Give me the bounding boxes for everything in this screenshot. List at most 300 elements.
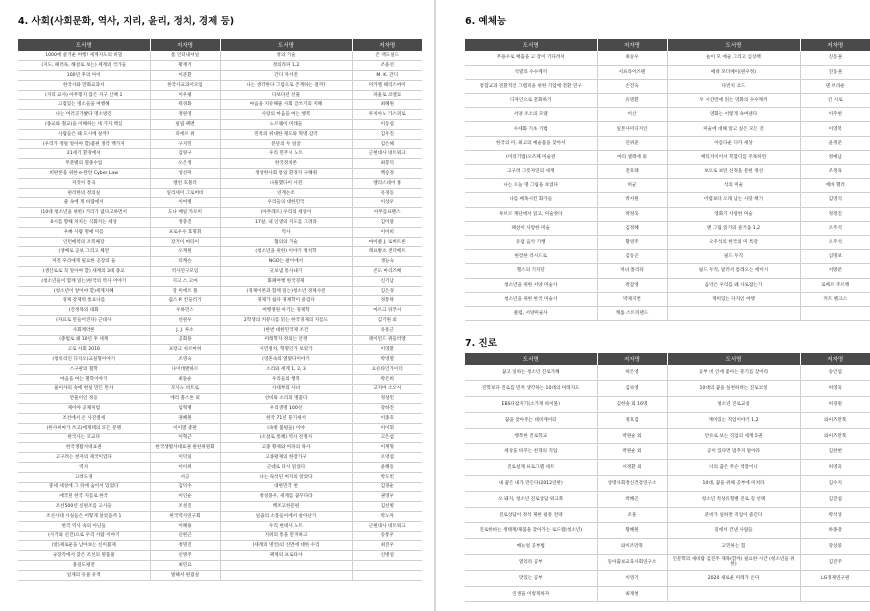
author-cell: 손진숙 xyxy=(597,79,667,93)
table-row xyxy=(18,159,422,169)
book-title-cell: 고민하는 힘 xyxy=(667,539,800,555)
author-cell: 엘리스네어 홍 xyxy=(352,178,422,188)
author-cell: 우하민스 xyxy=(150,306,220,316)
author-cell: 루치아노 가스퍼로 xyxy=(352,110,422,120)
author-cell: 이혁근 xyxy=(150,433,220,443)
arts-book-table xyxy=(465,39,870,321)
table-row xyxy=(18,306,422,316)
author-cell: 레프발츠 샌더베트 xyxy=(352,247,422,257)
author-cell: 김정혜 xyxy=(597,221,667,235)
table-row xyxy=(18,247,422,257)
book-title-cell: 스구관의 철학 xyxy=(18,365,150,375)
author-cell: 정충진 xyxy=(150,218,220,228)
table-row xyxy=(18,345,422,355)
book-title-cell: 생성한사회 통일 환경지 구해줘 xyxy=(220,169,352,179)
header-book-title: 도서명 xyxy=(667,353,800,365)
book-title-cell: 꿈을 찾아주는 네비게이터 xyxy=(465,412,597,428)
book-title-cell: 조선500년 신편조를 고사들 xyxy=(18,502,150,512)
author-cell: 마르크 뒤푸시 xyxy=(352,306,422,316)
author-cell: 선관우 xyxy=(150,316,220,326)
author-cell: 빌헤서 편집실 xyxy=(150,570,220,580)
author-cell: 티캐슨 xyxy=(150,257,220,267)
author-cell: 김덕수 xyxy=(150,482,220,492)
table-row xyxy=(18,227,422,237)
author-cell: 공회용 xyxy=(150,335,220,345)
header-author: 저자명 xyxy=(800,39,870,51)
book-title-cell: 조선사대 사실들은 어떻게 살았을까 1 xyxy=(18,511,150,521)
author-cell: 로베르 주르뱅 xyxy=(800,278,870,292)
book-title-cell: 메락 모더베이(원우정) xyxy=(667,65,800,79)
book-title-cell: 다보다년 선물 xyxy=(220,90,352,100)
author-cell: 이여병 xyxy=(150,198,220,208)
author-cell: 박제지면 xyxy=(597,292,667,306)
book-title-cell: (아무래르) 우리의 세상이 xyxy=(220,208,352,218)
author-cell: 최돌순 xyxy=(150,374,220,384)
table-row xyxy=(465,207,870,221)
book-title-cell: 연계논조 xyxy=(220,188,352,198)
book-title-cell: EBS다잡지기(소가게 바이블) xyxy=(465,397,597,413)
author-cell: 허영욱 xyxy=(800,381,870,397)
book-title-cell: 대한민국 천 xyxy=(220,482,352,492)
book-title-cell: (종범로 왜 10년 후 세계 xyxy=(18,335,150,345)
author-cell: 와이즈만북 xyxy=(800,428,870,444)
book-title-cell: 소리와 세계 1, 2, 3 xyxy=(220,365,352,375)
author-cell: 한국역사연구회 xyxy=(150,511,220,521)
table-row xyxy=(18,208,422,218)
table-row xyxy=(465,79,870,93)
table-row xyxy=(18,267,422,277)
author-cell: 고지마 소오시 xyxy=(352,384,422,394)
author-cell: 댄 브라운 xyxy=(800,79,870,93)
table-row xyxy=(18,521,422,531)
right-page xyxy=(436,0,870,611)
author-cell: 저녀 폴리타 xyxy=(597,264,667,278)
author-cell xyxy=(800,306,870,320)
author-cell: 역사연구모임 xyxy=(150,267,220,277)
author-cell: 정성민 xyxy=(352,394,422,404)
author-cell: 최승우 xyxy=(597,51,667,65)
table-row xyxy=(465,412,870,428)
book-title-cell: 필드 두직, 말러서 틈레오는 에이시 xyxy=(667,264,800,278)
section-title-social: 4. 사회(사회문화, 역사, 지리, 윤리, 정치, 경제 등) xyxy=(18,16,235,27)
author-cell: 정통락 xyxy=(352,296,422,306)
book-title-cell xyxy=(220,560,352,570)
author-cell: 필립 팩맨 xyxy=(150,120,220,130)
book-title-cell: 조선에서 온 사진컬새 xyxy=(18,413,150,423)
header-book-title: 도서명 xyxy=(465,353,597,365)
header-author: 저자명 xyxy=(150,39,220,51)
author-cell: 강하진 xyxy=(352,404,422,414)
author-cell: 송인섭 xyxy=(800,365,870,381)
book-title-cell: 정성몽우, 세계를 꿈꾸다라 xyxy=(220,492,352,502)
author-cell: 서정환 외 xyxy=(597,460,667,476)
table-row xyxy=(465,397,870,413)
table-row xyxy=(18,325,422,335)
author-cell: 지크 스 고마 xyxy=(150,276,220,286)
book-title-cell: 선비와 소리의 명품다 xyxy=(220,394,352,404)
table-row xyxy=(465,491,870,507)
book-title-cell: 진로설계 프로그램 세트 xyxy=(465,460,597,476)
author-cell: 근현대사 네트워크 xyxy=(352,149,422,159)
author-cell: 조용선 xyxy=(352,61,422,71)
book-title-cell: 미술에 대해 알고 싶은 모든 것 xyxy=(667,122,800,136)
author-cell: 이영환 xyxy=(352,345,422,355)
table-row xyxy=(465,150,870,164)
author-cell: 오재원 xyxy=(150,247,220,257)
book-title-cell: 사람들은 왜 도시에 살까? xyxy=(18,129,150,139)
book-title-cell: NGO는 팔이에서 xyxy=(220,257,352,267)
book-title-cell: 행복한 진로학교 xyxy=(465,428,597,444)
author-cell: 허경원 xyxy=(800,397,870,413)
book-title-cell: 일제의 유물 유적 xyxy=(18,570,150,580)
author-cell: 미카엘 해리스마이 xyxy=(352,80,422,90)
book-title-cell: (종교와 철교)을 이해하는 세 가지 핵심 xyxy=(18,120,150,130)
header-book-title: 도서명 xyxy=(667,39,800,51)
book-title-cell: 맛있는 공부 xyxy=(465,570,597,586)
book-title-cell: 홍길도평전 xyxy=(18,560,150,570)
book-title-cell: 놀이 모 예술 그리고 심상책 xyxy=(667,51,800,65)
header-author: 저자명 xyxy=(597,353,667,365)
author-cell: 김보영 xyxy=(597,381,667,397)
book-title-cell: (지도, 패러독, 해설로 보는) 세계의 국가들 xyxy=(18,61,150,71)
author-cell: 서긍 xyxy=(150,472,220,482)
book-title-cell: 1000에 즐거운 여행! 세계지도의 비밀 xyxy=(18,51,150,61)
table-row xyxy=(18,335,422,345)
book-title-cell: 편리한의 정의실 xyxy=(18,188,150,198)
book-title-cell: 사대부의 사녀 xyxy=(220,384,352,394)
table-row xyxy=(18,80,422,90)
author-cell: 김양구 xyxy=(150,149,220,159)
book-title-cell: 고려도경 xyxy=(18,472,150,482)
author-cell: 오주석 xyxy=(800,221,870,235)
book-title-cell: 현장한 러시드로 xyxy=(465,250,597,264)
book-title-cell: 줄 속에 게 바람에서 xyxy=(18,198,150,208)
author-cell: 최진우 xyxy=(352,541,422,551)
author-cell: 박혜곤 xyxy=(597,491,667,507)
table-row xyxy=(18,541,422,551)
author-cell: 장 미에르 폴 xyxy=(150,286,220,296)
table-row xyxy=(18,404,422,414)
book-title-cell: (간정목의 대화 xyxy=(18,306,150,316)
author-cell: 신현근 xyxy=(150,531,220,541)
book-title-cell: 아름다운 디카 세상 xyxy=(667,136,800,150)
table-row xyxy=(465,221,870,235)
author-cell: 마리 셸레에 외 xyxy=(597,150,667,164)
book-title-cell xyxy=(667,586,800,602)
book-title-cell: 10대, 꿈을 위해 공부에 미쳐라 xyxy=(667,476,800,492)
book-title-cell: 서양 조소의 모델 xyxy=(465,108,597,122)
book-title-cell: (소설로 통해) 역사 진정사 xyxy=(220,433,352,443)
author-cell: 일리세이 그로버비 xyxy=(150,188,220,198)
table-row xyxy=(18,394,422,404)
header-book-title: 도서명 xyxy=(465,39,597,51)
author-cell: 최민요 xyxy=(150,560,220,570)
author-cell: 나이데맨하르 xyxy=(150,365,220,375)
book-title-cell: 나는 생각한다 그럼으로 존재하는 걸까? xyxy=(220,80,352,90)
table-row xyxy=(18,149,422,159)
book-title-cell: 석의 미술 xyxy=(667,179,800,193)
header-author: 저자명 xyxy=(800,353,870,365)
table-row xyxy=(465,539,870,555)
book-title-cell: (청록리인 디지오)교실형이야기 xyxy=(18,355,150,365)
author-cell: 와이즈만북 xyxy=(597,539,667,555)
author-cell: 정호검 xyxy=(597,412,667,428)
author-cell: 김영석 xyxy=(800,193,870,207)
table-row xyxy=(465,264,870,278)
author-cell: 에리 폴스톤 외 xyxy=(150,394,220,404)
table-row xyxy=(18,110,422,120)
book-title-cell: 정의라파 1,2 xyxy=(220,61,352,71)
book-title-cell: 공부 비 인에 좋아는 흥기를 찾아라 xyxy=(667,365,800,381)
author-cell: 이이휘 xyxy=(352,423,422,433)
table-row xyxy=(18,61,422,71)
author-cell: 오은정 xyxy=(150,159,220,169)
author-cell: 박갑영 xyxy=(597,278,667,292)
author-cell: 진동권 xyxy=(800,51,870,65)
author-cell: 김이랑 xyxy=(352,218,422,228)
author-cell: 도나 배일 카포미 xyxy=(150,208,220,218)
table-row xyxy=(465,507,870,523)
book-title-cell: 열리라 공부 xyxy=(465,555,597,571)
book-title-cell: 다빈치 코드 xyxy=(667,79,800,93)
author-cell: 이계형 xyxy=(352,443,422,453)
table-row xyxy=(465,292,870,306)
table-row xyxy=(18,560,422,570)
table-row xyxy=(18,570,422,580)
author-cell: 진동권 xyxy=(800,65,870,79)
author-cell: 임혁병 xyxy=(150,404,220,414)
book-title-cell: 나는 독석된 여지의 알았다 xyxy=(220,472,352,482)
author-cell: 서방준 xyxy=(800,264,870,278)
book-title-cell: 진학보다 진로를 먼저 생각하는 10대의 미래지도 xyxy=(465,381,597,397)
book-title-cell: 청소년 적성유형별 진로 길 선택 xyxy=(667,491,800,507)
author-cell: 이덕일 xyxy=(150,453,220,463)
book-title-cell: 민족의 위대한 제도와 혁명 감각 xyxy=(220,129,352,139)
book-title-cell: 청소년 진로교칭 xyxy=(667,397,800,413)
book-title-cell: 어렵보다 오래 남는 사랑 책기 xyxy=(667,193,800,207)
table-row xyxy=(18,511,422,521)
book-title-cell: 나를 매혹시킨 화가들 xyxy=(465,193,597,207)
book-title-cell: 고로 사회 2016 xyxy=(18,345,150,355)
book-title-cell: 재미있는 직업이야기 1,2 xyxy=(667,412,800,428)
book-title-cell: 보으로 보던 신정을 문헌 정선 xyxy=(667,165,800,179)
author-cell: 정원영 xyxy=(150,110,220,120)
author-cell: 김한솔 외 16명 xyxy=(597,397,667,413)
author-cell: 권영우 xyxy=(352,492,422,502)
table-row xyxy=(18,365,422,375)
book-title-cell: 고구려는 천자의 제국이었다 xyxy=(18,453,150,463)
book-title-cell: (한번 대한민국제 조건 xyxy=(220,325,352,335)
table-row xyxy=(465,523,870,539)
author-cell: 김경순 xyxy=(352,482,422,492)
book-title-cell: (사기와 신진)으로 우리 사람 이야기 xyxy=(18,531,150,541)
author-cell: 장거이 마타이 xyxy=(150,237,220,247)
author-cell: 이준환 xyxy=(150,71,220,81)
author-cell: 성선미 xyxy=(150,169,220,179)
author-cell: 오주석 xyxy=(800,235,870,249)
table-row xyxy=(18,90,422,100)
book-title-cell: 근대로 다시 읽었다 xyxy=(220,462,352,472)
author-cell: 존 맥도널드 xyxy=(352,51,422,61)
book-title-cell: 인문학의 새바람 김진주 제목(할까) 필요한 시간 (청소년을 위한) xyxy=(667,555,800,571)
book-title-cell: 필드 두직 xyxy=(667,250,800,264)
book-title-cell: (청소년을 위한) 이야기 정치학 xyxy=(220,247,352,257)
author-cell: 윤정준 xyxy=(800,136,870,150)
table-row xyxy=(18,51,422,61)
table-row xyxy=(18,198,422,208)
table-row xyxy=(465,65,870,79)
author-cell: 생능숙 xyxy=(352,257,422,267)
book-title-cell: 디자인으로 문화하기 xyxy=(465,94,597,108)
book-title-cell: 고구려 그릇자연의 세계 xyxy=(465,165,597,179)
book-title-cell: 사랑의 마음을 여는 행복 xyxy=(220,110,352,120)
book-title-cell: 오주석의 한국의 미 특강 xyxy=(667,235,800,249)
author-cell: 최재천 xyxy=(597,586,667,602)
book-title-cell: 마음을 여는 철학이야기 xyxy=(18,374,150,384)
book-title-cell: 클럽, 서양미술사 xyxy=(465,306,597,320)
book-title-cell: 미래학자 정의는 안정 xyxy=(220,335,352,345)
book-title-cell: 2020 새로운 미래가 온다 xyxy=(667,570,800,586)
book-title-cell: (알)제로운을 남아보는 신이불제 xyxy=(18,541,150,551)
author-cell: 김은혜 xyxy=(352,139,422,149)
book-title-cell: 만물이인 정등 xyxy=(18,394,150,404)
left-page xyxy=(0,0,434,611)
table-row xyxy=(465,136,870,150)
table-row xyxy=(465,179,870,193)
book-title-cell: 오 돼지, 청소년 진로상담 워크북 xyxy=(465,491,597,507)
book-title-cell: 준비가 일하면 직업이 즐긴다 xyxy=(667,507,800,523)
author-cell: 어산 xyxy=(597,108,667,122)
book-title-cell: 제이야 공채처럼 xyxy=(18,404,150,414)
table-row xyxy=(18,374,422,384)
book-title-cell: 세상을 바꾸는 천개의 직업 xyxy=(465,444,597,460)
author-cell: 에바 헬러 xyxy=(800,179,870,193)
author-cell: 박영렬 xyxy=(352,355,422,365)
author-cell: 이동섭 xyxy=(352,120,422,130)
table-row xyxy=(465,278,870,292)
author-cell: 허영욱 xyxy=(800,460,870,476)
book-title-cell: 역사 xyxy=(220,227,352,237)
author-cell xyxy=(800,586,870,602)
table-row xyxy=(18,531,422,541)
author-cell: 박서원 xyxy=(597,193,667,207)
book-title-cell: 사회계약론 xyxy=(18,325,150,335)
book-title-cell: 루브르 계단에서 읽고, 미술찻다 xyxy=(465,207,597,221)
table-row xyxy=(18,120,422,130)
author-cell: 캐롤 스트릭랜드 xyxy=(597,306,667,320)
author-cell: 프랑크 쉬르마허 xyxy=(150,345,220,355)
author-cell: 마이클 J. 로버트론 xyxy=(352,237,422,247)
book-title-cell: 석열의 수수께끼 xyxy=(465,65,597,79)
author-cell: 권혜원 xyxy=(150,413,220,423)
author-cell: 하종강 xyxy=(800,523,870,539)
book-title-cell: (청소년이 알아야 할)세계지혜 xyxy=(18,286,150,296)
table-row xyxy=(18,462,422,472)
author-cell: 김기원 외 xyxy=(352,316,422,326)
book-title-cell: 지위의 통을 만지하고 xyxy=(220,531,352,541)
author-cell: 이종호 xyxy=(352,413,422,423)
section-title-career: 7. 진로 xyxy=(465,338,497,349)
author-cell: 레이먼드 퀴들러엘 xyxy=(352,335,422,345)
author-cell: 박원순 외 xyxy=(597,444,667,460)
book-title-cell: 인턴매력의 조폭째장 xyxy=(18,237,150,247)
author-cell: 이우평 xyxy=(150,90,220,100)
author-cell: 허은영 xyxy=(597,365,667,381)
table-row xyxy=(465,235,870,249)
author-cell: 송통우 xyxy=(352,531,422,541)
author-cell: 유명환 xyxy=(597,94,667,108)
author-cell: 피에르 위 xyxy=(150,129,220,139)
author-cell: 파울로 코엘료 xyxy=(352,90,422,100)
book-title-cell: 청소년을 위한 서양 미술사 xyxy=(465,278,597,292)
table-header-row xyxy=(465,353,870,365)
book-title-cell: 중세 세상에 그 뒤에 숨어서 있었다 xyxy=(18,482,150,492)
book-title-cell: 영화기 사랑한 미술 xyxy=(667,207,800,221)
book-title-cell xyxy=(220,570,352,580)
author-cell xyxy=(352,560,422,570)
table-row xyxy=(465,381,870,397)
book-title-cell: 인생을 이렇게하자 xyxy=(465,586,597,602)
table-row xyxy=(465,365,870,381)
book-title-cell: (미리기법)오즈페 미술관 xyxy=(465,150,597,164)
author-cell: 박은희 xyxy=(352,374,422,384)
author-cell: 김우진 xyxy=(352,129,422,139)
social-book-table xyxy=(18,39,422,581)
table-row xyxy=(18,453,422,463)
author-cell: 정명진 xyxy=(150,541,220,551)
book-title-cell: 우리생명 100선 xyxy=(220,404,352,414)
book-title-cell: 비판론을 위한 e-탄탄 Cyber Law xyxy=(18,169,150,179)
book-title-cell: 역사 xyxy=(18,462,150,472)
table-row xyxy=(465,476,870,492)
table-header-row xyxy=(465,39,870,51)
author-cell: 고은섭 xyxy=(352,433,422,443)
book-title-cell: (지리 교사) 아무렇지 않은 지구 산책 1 xyxy=(18,90,150,100)
table-row xyxy=(18,433,422,443)
author-cell: 김진주 xyxy=(800,555,870,571)
table-row xyxy=(465,250,870,264)
table-row xyxy=(465,94,870,108)
header-book-title: 도서명 xyxy=(18,39,150,51)
table-row xyxy=(18,355,422,365)
book-title-cell: 울이샤의 속에 현실 만든 빈사 xyxy=(18,384,150,394)
book-title-cell: 고집있는 명소들을 여행해 xyxy=(18,100,150,110)
author-cell: 톰 인터내셔널 xyxy=(150,51,220,61)
author-cell: 유경동 xyxy=(352,188,422,198)
table-row xyxy=(465,586,870,602)
table-row xyxy=(18,286,422,296)
book-title-cell: 패션이 사랑한 미술 xyxy=(465,221,597,235)
book-title-cell: 무용수로 배출을 고 장이 기다려서 xyxy=(465,51,597,65)
table-row xyxy=(465,460,870,476)
book-title-cell: 한국의 미, 최고의 예술품을 찾아서 xyxy=(465,136,597,150)
table-row xyxy=(465,555,870,571)
book-title-cell: 길에서 건낸 사람들 xyxy=(667,523,800,539)
book-title-cell xyxy=(667,306,800,320)
book-title-cell: 규장각에서 찾은 조선의 명품물 xyxy=(18,551,150,561)
book-title-cell: 0시를 향해 처치는 식화지는 세상 xyxy=(18,218,150,228)
author-cell: 긴 시로 xyxy=(800,94,870,108)
book-title-cell: 매뉴얼 공부법 xyxy=(465,539,597,555)
author-cell: LG경제연구원 xyxy=(800,570,870,586)
table-row xyxy=(465,51,870,65)
author-cell: 조훈 xyxy=(597,507,667,523)
author-cell: 한국생활사대표권 편찬위원회 xyxy=(150,443,220,453)
book-title-cell: 일곱의 소통들이에서 살아난기 xyxy=(220,511,352,521)
header-author: 저자명 xyxy=(597,39,667,51)
table-row xyxy=(18,423,422,433)
author-cell: 한국사교과서모임 xyxy=(150,80,220,90)
